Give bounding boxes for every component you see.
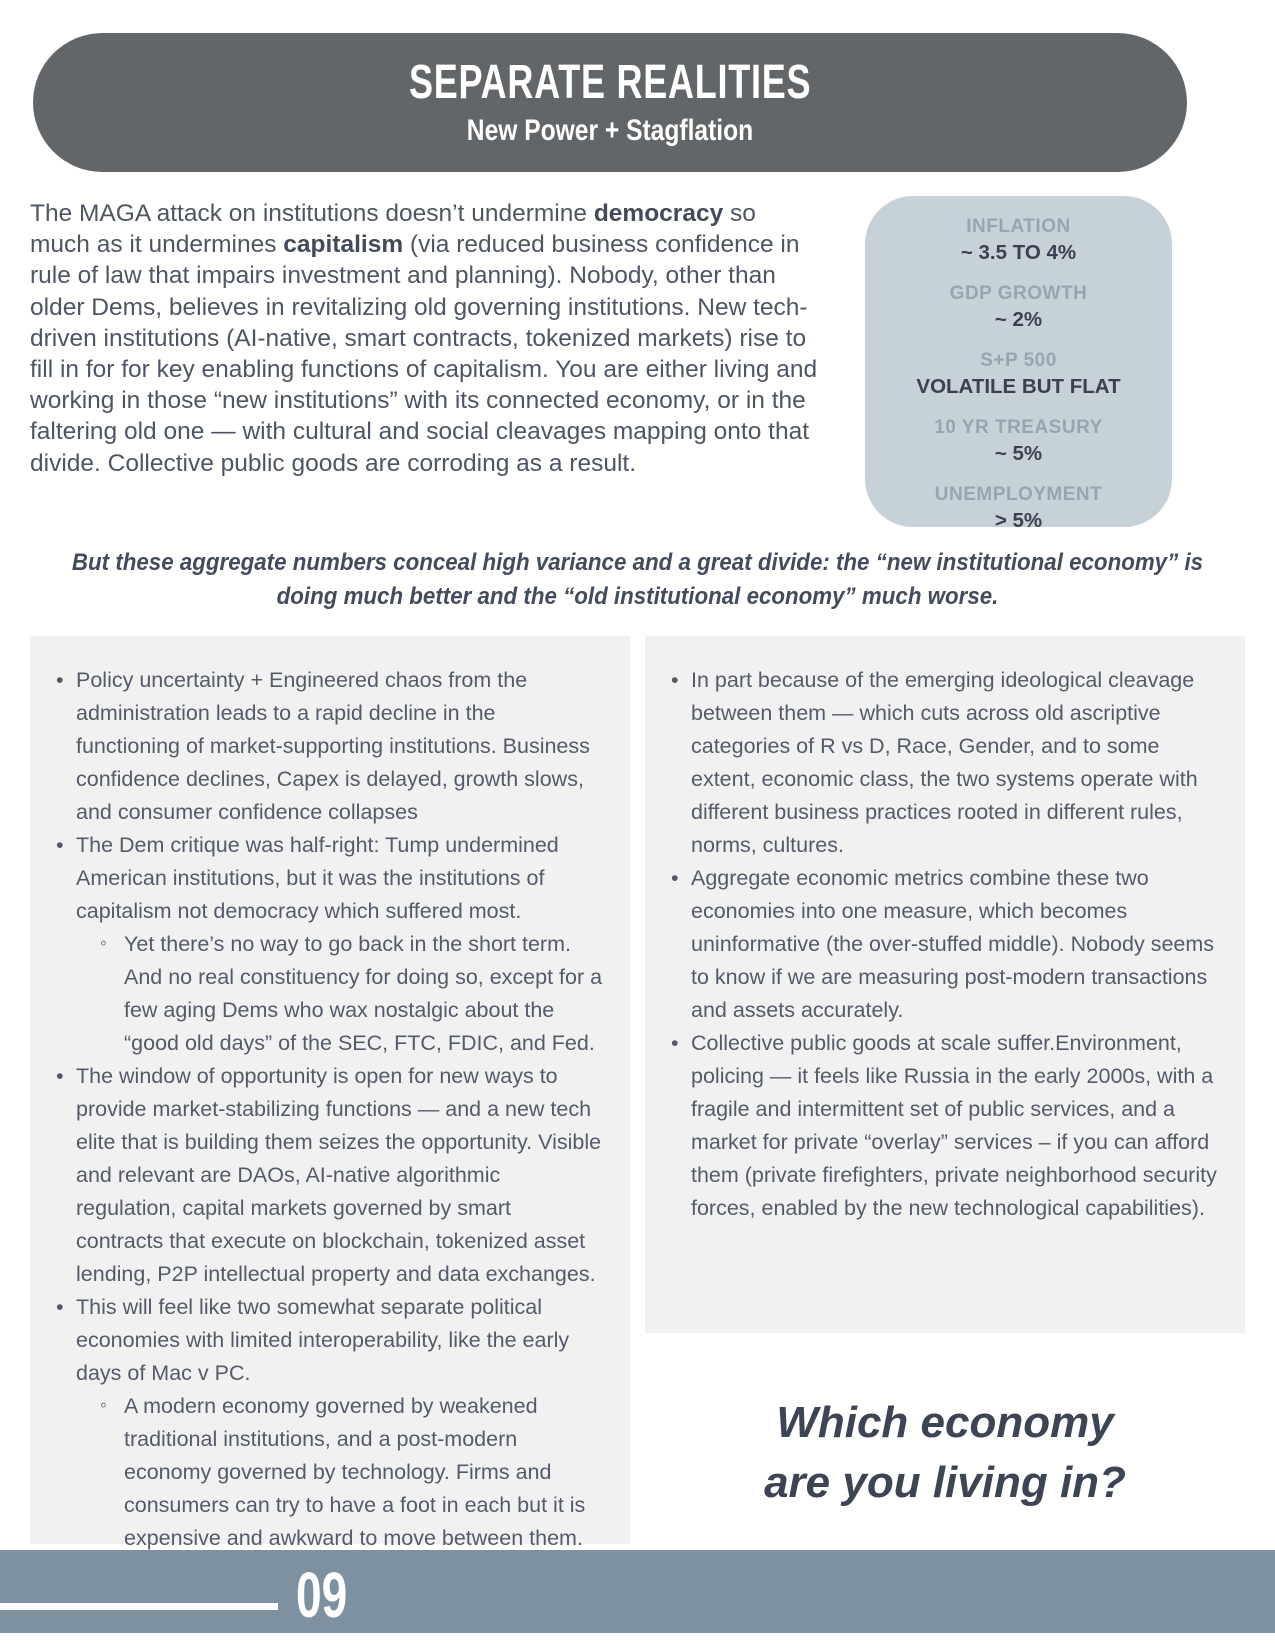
list-item: • The Dem critique was half-right: Tump undermined American institutions, but it was the institutions of capitalism not democracy which suffered most.: [46, 829, 604, 928]
right-bullet-panel: [645, 636, 1245, 1333]
footer-rule: [0, 1603, 278, 1610]
closing-question: [645, 1393, 1245, 1513]
header-banner: [33, 33, 1187, 172]
stat-label: GDP GROWTH: [949, 283, 1088, 304]
intro-bold-democracy: democracy: [593, 200, 724, 227]
list-item: • Aggregate economic metrics combine these two economies into one measure, which becomes uninformative (the over-stuffed middle). Nobody seems to know if we are measuring post-modern transactions and assets accurately.: [661, 862, 1219, 1027]
stat-label: UNEMPLOYMENT: [934, 484, 1103, 505]
list-item: • In part because of the emerging ideological cleavage between them — which cuts across old ascriptive categories of R vs D, Race, Gender, and to some extent, economic class, the two systems operate with different business practices rooted in different rules, norms, cultures.: [661, 664, 1219, 862]
list-item-sub: ◦ Yet there’s no way to go back in the short term. And no real constituency for doing so, except for a few aging Dems who wax nostalgic about the “good old days” of the SEC, FTC, FDIC, and Fed.: [94, 928, 604, 1060]
list-item: • This will feel like two somewhat separate political economies with limited interoperability, like the early days of Mac v PC.: [46, 1291, 604, 1390]
list-item: • The window of opportunity is open for new ways to provide market-stabilizing functions — and a new tech elite that is building them seizes the opportunity. Visible and relevant are DAOs, AI-native algorithmic regulation, capital markets governed by smart contracts that execute on blockchain, tokenized asset lending, P2P intellectual property and data exchanges.: [46, 1060, 604, 1291]
question-line-1: Which economy: [776, 1398, 1114, 1447]
stat-sp500: [865, 349, 1172, 400]
list-item-sub: ◦ A modern economy governed by weakened traditional institutions, and a post-modern economy governed by technology. Firms and consumers can try to have a foot in each but it is expensive and awkward to move between them.: [94, 1390, 604, 1555]
intro-text-1: The MAGA attack on institutions doesn’t undermine: [30, 200, 594, 227]
stat-gdp-growth: [865, 282, 1172, 333]
question-line-2: are you living in?: [764, 1458, 1126, 1507]
intro-paragraph: [30, 198, 822, 479]
divider-statement: [0, 546, 1275, 614]
stat-label: INFLATION: [966, 216, 1071, 237]
stat-unemployment: [865, 483, 1172, 534]
economic-stats-box: [865, 196, 1172, 532]
footer-band: [0, 1550, 1275, 1633]
stat-value: ~ 5%: [994, 442, 1043, 465]
stat-value: ~ 2%: [994, 308, 1043, 331]
intro-bold-capitalism: capitalism: [283, 231, 404, 259]
stat-value: > 5%: [994, 509, 1043, 532]
left-bullet-panel: [30, 636, 630, 1550]
stat-label: S+P 500: [980, 350, 1057, 371]
list-item: • Collective public goods at scale suffer.Environment, policing — it feels like Russia in the early 2000s, with a fragile and intermittent set of public services, and a market for private “overlay” services – if you can afford them (private firefighters, private neighborhood security forces, enabled by the new technological capabilities).: [661, 1027, 1219, 1225]
page-title: SEPARATE REALITIES: [408, 56, 812, 109]
stat-value: VOLATILE BUT FLAT: [916, 375, 1121, 398]
divider-line-2: doing much better and the “old institutional economy” much worse.: [276, 583, 999, 610]
stat-label: 10 YR TREASURY: [934, 417, 1103, 438]
stat-10yr-treasury: [865, 416, 1172, 467]
divider-line-1: But these aggregate numbers conceal high variance and a great divide: the “new institutional economy” is: [71, 549, 1204, 576]
list-item: • Policy uncertainty + Engineered chaos from the administration leads to a rapid decline in the functioning of market-supporting institutions. Business confidence declines, Capex is delayed, growth slows, and consumer confidence collapses: [46, 664, 604, 829]
page-subtitle: New Power + Stagflation: [466, 114, 754, 147]
intro-text-2: so much as it undermines: [30, 200, 756, 259]
stat-inflation: [865, 215, 1172, 266]
intro-text-3: (via reduced business confidence in rule of law that impairs investment and planning). Nobody, other than older Dems, believes in revitalizing old governing institutions. New tech-driven institutions (AI-native, smart contracts, tokenized markets) rise to fill in for for key enabling functions of capitalism. You are either living and working in those “new institutions” with its connected economy, or in the faltering old one — with cultural and social cleavages mapping onto that divide. Collective public goods are corroding as a result.: [30, 231, 818, 477]
page-number: 09: [296, 1559, 348, 1631]
stat-value: ~ 3.5 TO 4%: [960, 241, 1077, 264]
